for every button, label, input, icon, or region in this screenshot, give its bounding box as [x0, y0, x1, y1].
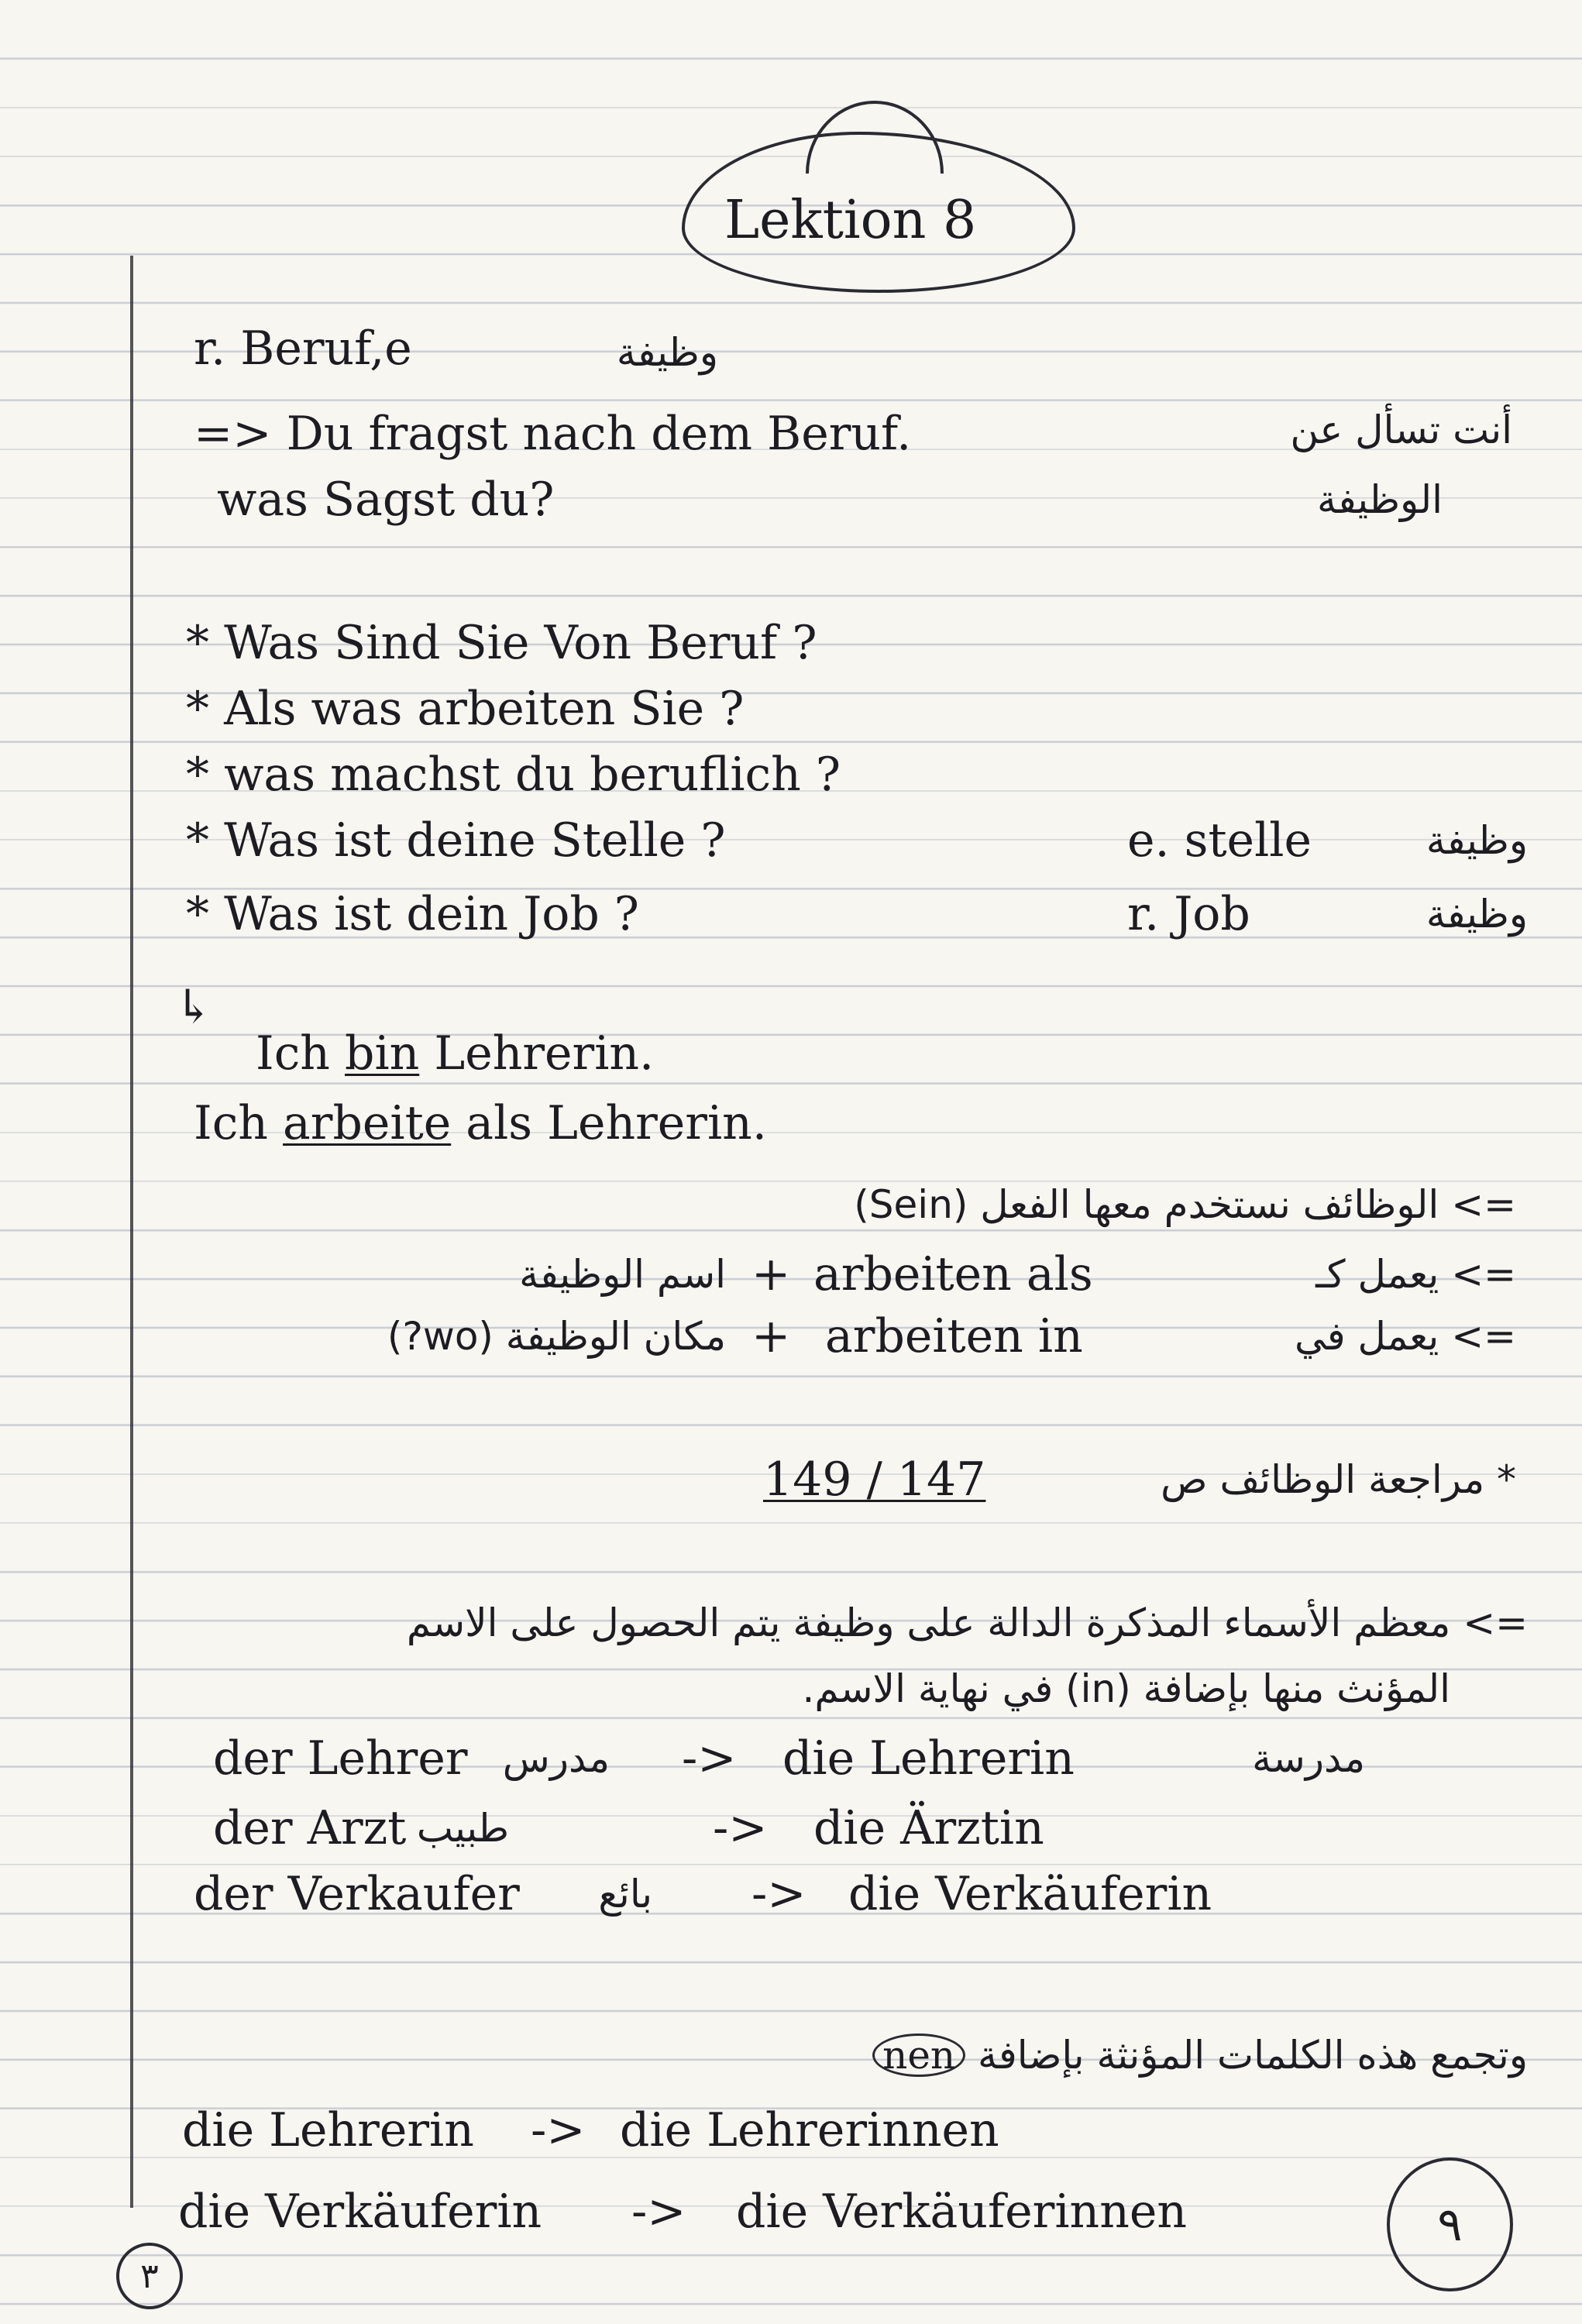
vocab-beruf-de: r. Beruf,e [194, 321, 412, 376]
rule-1-plus: + [751, 1247, 791, 1301]
pair-2-arrow: -> [713, 1801, 768, 1855]
rule-2-plus: + [751, 1309, 791, 1363]
rule-2-verb: arbeiten in [825, 1309, 1083, 1363]
margin-line [130, 256, 133, 2208]
answer-2-pre: Ich [194, 1096, 284, 1150]
vocab-job-ar: وظيفة [1426, 892, 1528, 937]
pair-2-fem: die Ärztin [813, 1801, 1044, 1855]
plural-2-pl: die Verkäuferinnen [736, 2185, 1187, 2239]
feminine-rule-2: المؤنث منها بإضافة (in) في نهاية الاسم. [802, 1666, 1450, 1711]
page-number: ٣ [116, 2243, 183, 2309]
question-item-1: * Was Sind Sie Von Beruf ? [186, 616, 817, 670]
pair-1-fem: die Lehrerin [782, 1731, 1075, 1786]
question-item-4: * Was ist deine Stelle ? [186, 813, 726, 868]
vocab-job-de: r. Job [1127, 887, 1250, 941]
question-prompt-1: => Du fragst nach dem Beruf. [194, 407, 912, 461]
plural-1-arrow: -> [531, 2103, 586, 2157]
answer-1 [256, 1026, 655, 1081]
rule-1-verb: arbeiten als [813, 1247, 1093, 1301]
pair-1-fem-ar: مدرسة [1252, 1736, 1365, 1781]
page-title: Lektion 8 [724, 190, 977, 251]
question-item-3: * was machst du beruflich ? [186, 748, 841, 802]
rule-1-label: => يعمل كـ [1315, 1252, 1516, 1297]
question-item-2: * Als was arbeiten Sie ? [186, 682, 745, 736]
plural-2-sg: die Verkäuferin [178, 2185, 542, 2239]
feminine-rule-1: => معظم الأسماء المذكرة الدالة على وظيفة يتم الحصول على الاسم [406, 1600, 1528, 1645]
question-item-5: * Was ist dein Job ? [186, 887, 639, 941]
pair-1-masc: der Lehrer [213, 1731, 468, 1786]
plural-1-sg: die Lehrerin [182, 2103, 474, 2157]
plural-1-pl: die Lehrerinnen [620, 2103, 999, 2157]
pair-3-masc-ar: بائع [598, 1872, 652, 1917]
pair-3-fem: die Verkäuferin [848, 1867, 1212, 1921]
vocab-stelle-ar: وظيفة [1426, 818, 1528, 863]
pair-2-masc: der Arzt [213, 1801, 407, 1855]
answer-1-verb: bin [345, 1026, 420, 1081]
rule-note: => الوظائف نستخدم معها الفعل (Sein) [854, 1182, 1516, 1227]
rule-2-label: => يعمل في [1295, 1314, 1516, 1359]
pair-1-arrow: -> [682, 1731, 737, 1786]
pair-3-arrow: -> [751, 1867, 806, 1921]
question-prompt-ar-2: الوظيفة [1317, 477, 1443, 522]
plural-suffix: nen [872, 2033, 965, 2077]
answer-2-verb: arbeite [283, 1096, 452, 1150]
plural-rule-text: وتجمع هذه الكلمات المؤنثة بإضافة [978, 2033, 1528, 2078]
answer-1-pre: Ich [256, 1026, 346, 1081]
rule-2-object: مكان الوظيفة (wo?) [387, 1314, 726, 1359]
review-note: * مراجعة الوظائف ص [1161, 1457, 1516, 1502]
pair-1-masc-ar: مدرس [502, 1736, 610, 1781]
rule-1-object: اسم الوظيفة [519, 1252, 726, 1297]
review-pages: 149 / 147 [763, 1452, 986, 1507]
answer-2 [194, 1096, 767, 1150]
vocab-stelle-de: e. stelle [1127, 813, 1312, 868]
plural-2-arrow: -> [631, 2185, 686, 2239]
question-prompt-2: was Sagst du? [217, 473, 555, 527]
pair-2-masc-ar: طبيب [416, 1806, 509, 1851]
teacher-check-mark: ٩ [1387, 2157, 1513, 2291]
answer-2-post: als Lehrerin. [451, 1096, 767, 1150]
question-prompt-ar-1: أنت تسأل عن [1290, 407, 1512, 452]
answer-arrow: ↳ [174, 980, 214, 1034]
vocab-beruf-ar: وظيفة [616, 330, 718, 375]
answer-1-post: Lehrerin. [419, 1026, 655, 1081]
pair-3-masc: der Verkaufer [194, 1867, 520, 1921]
plural-rule [872, 2033, 1528, 2077]
